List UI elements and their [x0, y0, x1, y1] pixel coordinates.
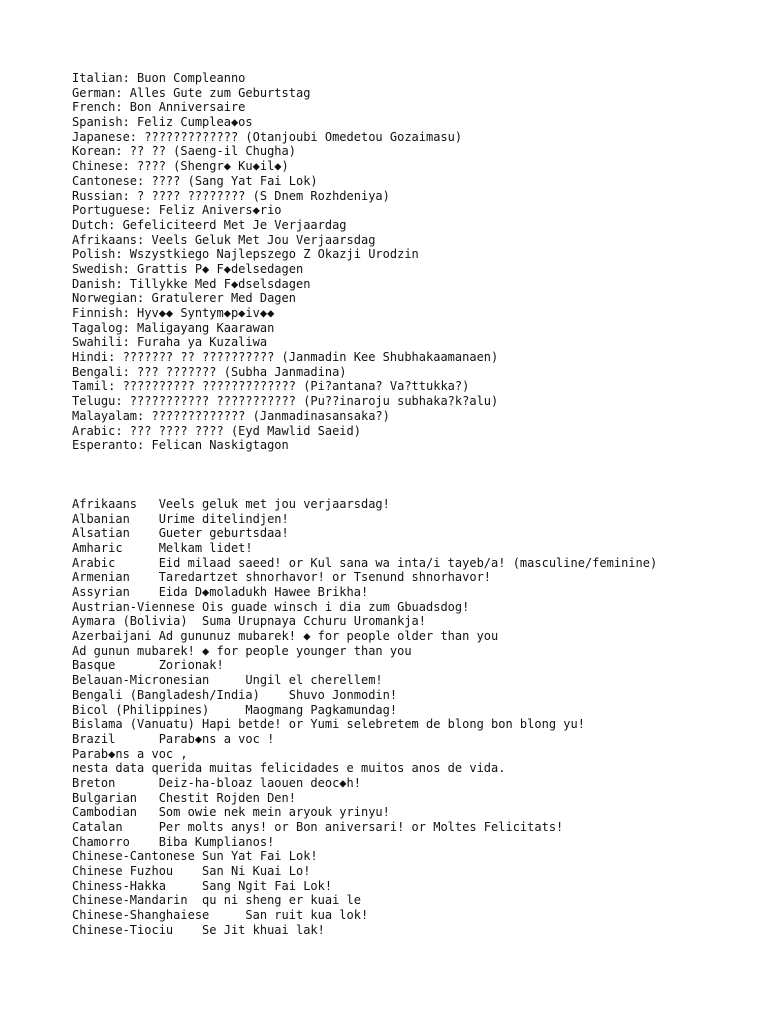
greeting-line: Polish: Wszystkiego Najlepszego Z Okazji Urodzin: [72, 247, 419, 262]
greeting-row: Basque Zorionak!: [72, 658, 224, 673]
greeting-line: Swedish: Grattis P◆ F◆delsedagen: [72, 261, 304, 276]
greeting-row: Bengali (Bangladesh/India) Shuvo Jonmodin!: [72, 687, 398, 702]
greeting-row: Breton Deiz-ha-bloaz laouen deoc◆h!: [72, 775, 361, 790]
greeting-line: Arabic: ??? ???? ???? (Eyd Mawlid Saeid): [72, 423, 361, 438]
greeting-row: Alsatian Gueter geburtsdaa!: [72, 526, 289, 541]
greeting-row: Chinese-Mandarin qu ni sheng er kuai le: [72, 893, 361, 908]
greeting-line: Cantonese: ???? (Sang Yat Fai Lok): [72, 173, 318, 188]
greeting-row: Chinese-Shanghaiese San ruit kua lok!: [72, 908, 369, 923]
greeting-row: Chamorro Biba Kumplianos!: [72, 834, 275, 849]
greeting-line: Finnish: Hyv◆◆ Syntym◆p◆iv◆◆: [72, 306, 275, 320]
greeting-row: Afrikaans Veels geluk met jou verjaarsdag!: [72, 496, 390, 511]
greeting-line: Norwegian: Gratulerer Med Dagen: [72, 291, 296, 306]
greeting-line: Italian: Buon Compleanno: [72, 71, 246, 85]
greeting-line: Portuguese: Feliz Anivers◆rio: [72, 203, 282, 218]
greeting-line: Telugu: ??????????? ??????????? (Pu??inaroju subhaka?k?alu): [72, 394, 499, 409]
greeting-row: nesta data querida muitas felicidades e muitos anos de vida.: [72, 761, 506, 776]
greeting-line: Dutch: Gefeliciteerd Met Je Verjaardag: [72, 217, 347, 232]
greeting-row: Assyrian Eida D◆moladukh Hawee Brikha!: [72, 585, 369, 599]
greeting-row: Chinese-Tiociu Se Jit khuai lak!: [72, 922, 325, 937]
greeting-row: Bicol (Philippines) Maogmang Pagkamundag!: [72, 702, 398, 717]
greeting-line: Malayalam: ????????????? (Janmadinasansaka?): [72, 408, 390, 423]
greeting-line: Tagalog: Maligayang Kaarawan: [72, 320, 275, 335]
greeting-line: Bengali: ??? ??????? (Subha Janmadina): [72, 364, 347, 379]
greeting-line: Japanese: ????????????? (Otanjoubi Omedetou Gozaimasu): [72, 129, 463, 144]
greeting-row: Cambodian Som owie nek mein aryouk yrinyu!: [72, 805, 390, 820]
greeting-line: Chinese: ???? (Shengr◆ Ku◆il◆): [72, 159, 289, 174]
greeting-line: Korean: ?? ?? (Saeng-il Chugha): [72, 144, 296, 159]
greeting-row: Austrian-Viennese Ois guade winsch i dia zum Gbuadsdog!: [72, 599, 470, 614]
greeting-row: Chiness-Hakka Sang Ngit Fai Lok!: [72, 878, 333, 893]
greeting-line: French: Bon Anniversaire: [72, 100, 246, 115]
greeting-line: Hindi: ??????? ?? ?????????? (Janmadin Kee Shubhakaamanaen): [72, 350, 499, 365]
document-page: [72, 71, 768, 938]
greeting-row: Amharic Melkam lidet!: [72, 540, 253, 555]
greeting-line: Russian: ? ???? ???????? (S Dnem Rozhdeniya): [72, 188, 390, 203]
greeting-line: Esperanto: Felican Naskigtagon: [72, 438, 289, 453]
greeting-row: Brazil Parab◆ns a voc !: [72, 731, 275, 746]
greeting-line: Spanish: Feliz Cumplea◆os: [72, 115, 253, 130]
greeting-line: Afrikaans: Veels Geluk Met Jou Verjaarsdag: [72, 232, 376, 247]
greeting-row: Armenian Taredartzet shnorhavor! or Tsenund shnorhavor!: [72, 570, 492, 585]
greeting-row: Parab◆ns a voc ,: [72, 746, 188, 761]
greeting-row: Chinese Fuzhou San Ni Kuai Lo!: [72, 864, 311, 879]
greeting-row: Ad gunun mubarek! ◆ for people younger than you: [72, 643, 412, 658]
greeting-line: Swahili: Furaha ya Kuzaliwa: [72, 335, 268, 350]
greeting-row: Arabic Eid milaad saeed! or Kul sana wa inta/i tayeb/a! (masculine/feminine): [72, 555, 658, 570]
greeting-row: Bulgarian Chestit Rojden Den!: [72, 790, 296, 805]
greeting-line: German: Alles Gute zum Geburtstag: [72, 85, 311, 100]
greeting-row: Chinese-Cantonese Sun Yat Fai Lok!: [72, 849, 318, 864]
greeting-line: Danish: Tillykke Med F◆dselsdagen: [72, 276, 311, 291]
greeting-row: Aymara (Bolivia) Suma Urupnaya Cchuru Uromankja!: [72, 614, 427, 629]
language-greetings-long-list: [72, 497, 768, 938]
greeting-line: Tamil: ?????????? ????????????? (Pi?antana? Va?ttukka?): [72, 379, 470, 394]
greeting-row: Bislama (Vanuatu) Hapi betde! or Yumi selebretem de blong bon blong yu!: [72, 717, 585, 732]
greeting-row: Azerbaijani Ad gununuz mubarek! ◆ for people older than you: [72, 629, 499, 644]
greeting-row: Belauan-Micronesian Ungil el cherellem!: [72, 673, 383, 688]
language-greetings-short-list: [72, 71, 768, 453]
greeting-row: Albanian Urime ditelindjen!: [72, 511, 289, 526]
greeting-row: Catalan Per molts anys! or Bon aniversari! or Moltes Felicitats!: [72, 820, 564, 834]
